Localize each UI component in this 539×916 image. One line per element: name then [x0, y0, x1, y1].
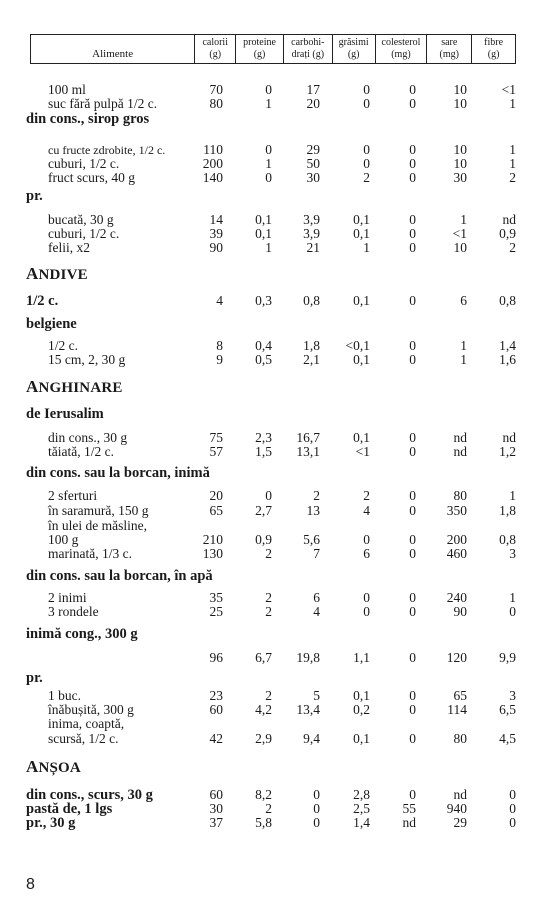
cell-grasimi: 1,4	[353, 815, 370, 830]
cell-sare: 10	[453, 156, 467, 171]
cell-grasimi: 0,1	[353, 688, 370, 703]
cell-proteine: 0,4	[255, 338, 272, 353]
cell-sare: nd	[453, 430, 467, 445]
cell-colesterol: 0	[409, 142, 416, 157]
cell-calorii: 4	[216, 293, 223, 308]
cell-fibre: 1,8	[499, 503, 516, 518]
row-label: 1/2 c.	[26, 293, 59, 309]
cell-grasimi: 0	[363, 156, 370, 171]
table-row	[0, 503, 539, 519]
cell-grasimi: 2,8	[353, 787, 370, 802]
cell-carbohidrati: 21	[306, 240, 320, 255]
header-carbohidrati: carbohi- drați (g)	[283, 35, 332, 63]
cell-proteine: 5,8	[255, 815, 272, 830]
header-colesterol: colesterol (mg)	[375, 35, 427, 63]
cell-sare: 65	[453, 688, 467, 703]
row-label: din cons., 30 g	[48, 430, 128, 445]
row-label: înăbușită, 300 g	[48, 702, 134, 717]
section-rest: NGHINARE	[38, 380, 123, 396]
cell-carbohidrati: 13	[306, 503, 320, 518]
row-label: scursă, 1/2 c.	[48, 731, 119, 746]
subgroup-heading: pr.	[26, 188, 43, 204]
cell-colesterol: 0	[409, 590, 416, 605]
table-row	[0, 293, 539, 309]
section-rest: NȘOA	[38, 760, 81, 776]
subgroup-heading: inimă cong., 300 g	[26, 626, 138, 642]
cell-carbohidrati: 13,4	[296, 702, 320, 717]
cell-colesterol: 0	[409, 156, 416, 171]
cell-proteine: 0,1	[255, 212, 272, 227]
subgroup-heading: belgiene	[26, 316, 77, 332]
cell-proteine: 2,9	[255, 731, 272, 746]
cell-fibre: 6,5	[499, 702, 516, 717]
table-row	[0, 352, 539, 368]
row-label: tăiată, 1/2 c.	[48, 444, 114, 459]
cell-fibre: 1	[509, 590, 516, 605]
section-title	[26, 378, 123, 397]
cell-proteine: 0,1	[255, 226, 272, 241]
row-label: 1/2 c.	[48, 338, 78, 353]
cell-sare: 240	[446, 590, 467, 605]
cell-calorii: 30	[209, 801, 223, 816]
cell-grasimi: 0,1	[353, 226, 370, 241]
cell-carbohidrati: 20	[306, 96, 320, 111]
cell-calorii: 210	[202, 532, 223, 547]
cell-fibre: <1	[501, 82, 516, 97]
cell-fibre: 0,8	[499, 532, 516, 547]
cell-grasimi: 0,1	[353, 430, 370, 445]
cell-calorii: 200	[202, 156, 223, 171]
cell-fibre: 3	[509, 688, 516, 703]
row-label: 100 ml	[48, 82, 86, 97]
cell-carbohidrati: 29	[306, 142, 320, 157]
cell-sare: 200	[446, 532, 467, 547]
cell-proteine: 2	[265, 801, 272, 816]
cell-fibre: 1	[509, 142, 516, 157]
cell-fibre: 3	[509, 546, 516, 561]
cell-calorii: 96	[209, 650, 223, 665]
cell-fibre: 0	[509, 787, 516, 802]
cell-carbohidrati: 19,8	[296, 650, 320, 665]
cell-proteine: 6,7	[255, 650, 272, 665]
section-title	[26, 265, 88, 284]
cell-proteine: 0	[265, 170, 272, 185]
row-label: pastă de, 1 lgs	[26, 801, 113, 817]
cell-proteine: 0,9	[255, 532, 272, 547]
cell-sare: 1	[460, 212, 467, 227]
cell-calorii: 60	[209, 702, 223, 717]
cell-proteine: 1	[265, 240, 272, 255]
cell-sare: 940	[446, 801, 467, 816]
cell-grasimi: 6	[363, 546, 370, 561]
cell-sare: <1	[452, 226, 467, 241]
section-rest: NDIVE	[38, 267, 88, 283]
cell-proteine: 0	[265, 488, 272, 503]
cell-proteine: 2	[265, 688, 272, 703]
row-label: bucată, 30 g	[48, 212, 114, 227]
table-row	[0, 731, 539, 747]
table-row	[0, 546, 539, 562]
cell-fibre: 9,9	[499, 650, 516, 665]
header-sare: sare (mg)	[426, 35, 471, 63]
header-grasimi: grăsimi (g)	[332, 35, 375, 63]
cell-sare: 114	[447, 702, 467, 717]
cell-fibre: 0,8	[499, 293, 516, 308]
cell-carbohidrati: 30	[306, 170, 320, 185]
cell-grasimi: 1,1	[353, 650, 370, 665]
row-label: 3 rondele	[48, 604, 99, 619]
subgroup-heading: din cons. sau la borcan, inimă	[26, 465, 210, 481]
cell-colesterol: 0	[409, 731, 416, 746]
cell-colesterol: 0	[409, 96, 416, 111]
cell-calorii: 130	[202, 546, 223, 561]
cell-colesterol: 0	[409, 503, 416, 518]
cell-fibre: 4,5	[499, 731, 516, 746]
cell-colesterol: 0	[409, 532, 416, 547]
cell-sare: 10	[453, 240, 467, 255]
cell-calorii: 23	[209, 688, 223, 703]
section-title	[26, 758, 81, 777]
row-label: 15 cm, 2, 30 g	[48, 352, 126, 367]
cell-fibre: 1	[509, 96, 516, 111]
cell-carbohidrati: 9,4	[303, 731, 320, 746]
cell-calorii: 140	[202, 170, 223, 185]
cell-proteine: 1	[265, 96, 272, 111]
cell-carbohidrati: 0	[313, 801, 320, 816]
cell-carbohidrati: 0	[313, 815, 320, 830]
cell-carbohidrati: 13,1	[296, 444, 320, 459]
cell-sare: 29	[453, 815, 467, 830]
cell-carbohidrati: 3,9	[303, 226, 320, 241]
cell-fibre: 0	[509, 815, 516, 830]
cell-calorii: 25	[209, 604, 223, 619]
cell-carbohidrati: 6	[313, 590, 320, 605]
cell-calorii: 60	[209, 787, 223, 802]
cell-fibre: 0,9	[499, 226, 516, 241]
cell-colesterol: 0	[409, 352, 416, 367]
cell-colesterol: 0	[409, 702, 416, 717]
table-row	[0, 650, 539, 666]
row-label: marinată, 1/3 c.	[48, 546, 132, 561]
cell-sare: 1	[460, 338, 467, 353]
cell-sare: nd	[453, 444, 467, 459]
cell-colesterol: 0	[409, 604, 416, 619]
cell-carbohidrati: 3,9	[303, 212, 320, 227]
subgroup-heading: din cons., sirop gros	[26, 111, 150, 127]
cell-grasimi: <0,1	[345, 338, 370, 353]
cell-colesterol: 0	[409, 650, 416, 665]
cell-calorii: 35	[209, 590, 223, 605]
row-label: 2 sferturi	[48, 488, 98, 503]
cell-fibre: 1,2	[499, 444, 516, 459]
subgroup-heading: de Ierusalim	[26, 406, 104, 422]
cell-carbohidrati: 50	[306, 156, 320, 171]
cell-grasimi: 0	[363, 96, 370, 111]
cell-carbohidrati: 5	[313, 688, 320, 703]
cell-carbohidrati: 5,6	[303, 532, 320, 547]
cell-fibre: 2	[509, 240, 516, 255]
cell-proteine: 2	[265, 604, 272, 619]
cell-sare: 6	[460, 293, 467, 308]
cell-sare: 10	[453, 142, 467, 157]
cell-fibre: nd	[502, 212, 516, 227]
cell-colesterol: 0	[409, 338, 416, 353]
row-label: în saramură, 150 g	[48, 503, 149, 518]
cell-fibre: 1,6	[499, 352, 516, 367]
cell-colesterol: 55	[402, 801, 416, 816]
row-label: fruct scurs, 40 g	[48, 170, 135, 185]
cell-colesterol: 0	[409, 82, 416, 97]
section-initial: A	[26, 377, 39, 396]
cell-grasimi: 2	[363, 170, 370, 185]
cell-fibre: 0	[509, 801, 516, 816]
row-label: în ulei de măsline,	[48, 518, 147, 533]
cell-fibre: 1	[509, 488, 516, 503]
cell-carbohidrati: 17	[306, 82, 320, 97]
cell-sare: 80	[453, 488, 467, 503]
table-row	[0, 488, 539, 504]
header-fibre: fibre (g)	[471, 35, 515, 63]
cell-sare: 10	[453, 82, 467, 97]
cell-carbohidrati: 2,1	[303, 352, 320, 367]
cell-carbohidrati: 16,7	[296, 430, 320, 445]
cell-calorii: 9	[216, 352, 223, 367]
table-row	[0, 815, 539, 831]
row-label: inima, coaptă,	[48, 716, 125, 731]
cell-colesterol: 0	[409, 444, 416, 459]
cell-colesterol: 0	[409, 240, 416, 255]
cell-grasimi: 2	[363, 488, 370, 503]
cell-carbohidrati: 4	[313, 604, 320, 619]
cell-colesterol: 0	[409, 430, 416, 445]
cell-calorii: 110	[203, 142, 223, 157]
header-calorii: calorii (g)	[194, 35, 235, 63]
cell-calorii: 39	[209, 226, 223, 241]
cell-colesterol: 0	[409, 226, 416, 241]
cell-sare: nd	[453, 787, 467, 802]
cell-calorii: 57	[209, 444, 223, 459]
cell-colesterol: 0	[409, 212, 416, 227]
cell-calorii: 80	[209, 96, 223, 111]
row-label: cuburi, 1/2 c.	[48, 156, 120, 171]
cell-calorii: 37	[209, 815, 223, 830]
section-initial: A	[26, 757, 39, 776]
cell-colesterol: 0	[409, 787, 416, 802]
cell-calorii: 75	[209, 430, 223, 445]
row-label: 2 inimi	[48, 590, 87, 605]
cell-grasimi: 0,1	[353, 293, 370, 308]
cell-calorii: 8	[216, 338, 223, 353]
cell-grasimi: 4	[363, 503, 370, 518]
row-label: 100 g	[48, 532, 79, 547]
cell-calorii: 14	[209, 212, 223, 227]
cell-colesterol: 0	[409, 293, 416, 308]
row-label: 1 buc.	[48, 688, 81, 703]
cell-fibre: 1	[509, 156, 516, 171]
cell-proteine: 2	[265, 590, 272, 605]
cell-sare: 460	[446, 546, 467, 561]
cell-proteine: 1,5	[255, 444, 272, 459]
cell-fibre: 1,4	[499, 338, 516, 353]
cell-sare: 90	[453, 604, 467, 619]
table-row	[0, 604, 539, 620]
cell-fibre: 0	[509, 604, 516, 619]
cell-fibre: 2	[509, 170, 516, 185]
cell-proteine: 2,3	[255, 430, 272, 445]
cell-grasimi: 0	[363, 590, 370, 605]
cell-grasimi: 1	[363, 240, 370, 255]
cell-sare: 350	[446, 503, 467, 518]
cell-carbohidrati: 7	[313, 546, 320, 561]
cell-grasimi: 0	[363, 142, 370, 157]
cell-sare: 80	[453, 731, 467, 746]
cell-proteine: 0,5	[255, 352, 272, 367]
cell-calorii: 42	[209, 731, 223, 746]
cell-colesterol: nd	[402, 815, 416, 830]
cell-grasimi: 0,1	[353, 731, 370, 746]
header-proteine: proteine (g)	[235, 35, 283, 63]
cell-sare: 30	[453, 170, 467, 185]
cell-colesterol: 0	[409, 688, 416, 703]
cell-colesterol: 0	[409, 170, 416, 185]
row-label: felii, x2	[48, 240, 90, 255]
cell-grasimi: <1	[355, 444, 370, 459]
cell-grasimi: 0	[363, 604, 370, 619]
cell-carbohidrati: 0	[313, 787, 320, 802]
cell-proteine: 0,3	[255, 293, 272, 308]
row-label: suc fără pulpă 1/2 c.	[48, 96, 158, 111]
cell-proteine: 2	[265, 546, 272, 561]
row-label: cu fructe zdrobite, 1/2 c.	[48, 143, 166, 157]
cell-calorii: 65	[209, 503, 223, 518]
cell-calorii: 90	[209, 240, 223, 255]
table-row	[0, 240, 539, 256]
cell-proteine: 0	[265, 142, 272, 157]
cell-grasimi: 0	[363, 82, 370, 97]
cell-colesterol: 0	[409, 546, 416, 561]
page-number: 8	[26, 876, 35, 893]
subgroup-heading: pr.	[26, 670, 43, 686]
cell-sare: 10	[453, 96, 467, 111]
cell-proteine: 0	[265, 82, 272, 97]
cell-carbohidrati: 0,8	[303, 293, 320, 308]
section-initial: A	[26, 264, 39, 283]
cell-fibre: nd	[502, 430, 516, 445]
cell-grasimi: 0,1	[353, 212, 370, 227]
table-row	[0, 170, 539, 186]
row-label: cuburi, 1/2 c.	[48, 226, 120, 241]
table-row	[0, 444, 539, 460]
cell-sare: 120	[446, 650, 467, 665]
cell-grasimi: 0,2	[353, 702, 370, 717]
header-alimente: Alimente	[92, 48, 134, 60]
cell-grasimi: 2,5	[353, 801, 370, 816]
row-label: din cons., scurs, 30 g	[26, 787, 153, 803]
cell-proteine: 2,7	[255, 503, 272, 518]
cell-carbohidrati: 2	[313, 488, 320, 503]
cell-calorii: 70	[209, 82, 223, 97]
row-label: pr., 30 g	[26, 815, 76, 831]
cell-grasimi: 0,1	[353, 352, 370, 367]
cell-proteine: 8,2	[255, 787, 272, 802]
subgroup-heading: din cons. sau la borcan, în apă	[26, 568, 213, 584]
cell-sare: 1	[460, 352, 467, 367]
cell-calorii: 20	[209, 488, 223, 503]
cell-proteine: 4,2	[255, 702, 272, 717]
cell-carbohidrati: 1,8	[303, 338, 320, 353]
cell-proteine: 1	[265, 156, 272, 171]
cell-grasimi: 0	[363, 532, 370, 547]
cell-colesterol: 0	[409, 488, 416, 503]
table-row	[0, 716, 539, 732]
